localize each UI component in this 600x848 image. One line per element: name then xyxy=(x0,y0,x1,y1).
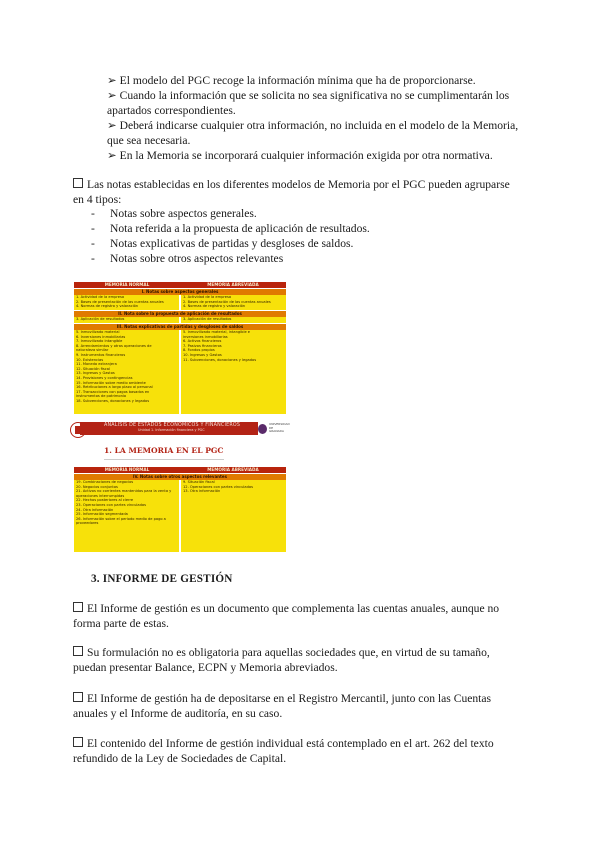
col-header-abreviada: MEMORIA ABREVIADA xyxy=(180,467,286,473)
bullet-other-info-cont: que sea necesaria. xyxy=(107,134,191,147)
table-cell: 21. Activos no corrientes mantenidos para la venta y xyxy=(76,489,172,494)
bullet-not-significant: ➢ Cuando la información que se solicita no sea significativa no se cumplimentarán los xyxy=(107,89,510,102)
notes-intro-text: Las notas establecidas en los diferentes modelos de Memoria por el PGC pueden agruparse xyxy=(87,178,510,191)
table-cell: 22. Hechos posteriores al cierre xyxy=(76,498,134,503)
table-cell: 26. Información sobre el periodo medio de pago a xyxy=(76,516,166,521)
banner-top-text: ANÁLISIS DE ESTADOS ECONÓMICOS Y FINANCIEROS xyxy=(104,423,241,428)
paragraph-text: Su formulación no es obligatoria para aquellas sociedades que, en virtud de su tamaño, xyxy=(87,646,490,659)
table-cell: 25. Información segmentada xyxy=(76,512,128,517)
sec3-left xyxy=(74,330,179,414)
table-cell: 4. Normas de registro y valoración xyxy=(76,304,139,309)
note-type-item: - Notas sobre aspectos generales. xyxy=(91,207,257,220)
memoria-table-2 xyxy=(74,467,286,552)
informe-paragraph-4-cont: refundido de la Ley de Sociedades de Capital. xyxy=(73,752,287,765)
section-heading-informe: 3. INFORME DE GESTIÓN xyxy=(91,573,233,585)
checkbox-icon xyxy=(73,692,83,702)
informe-paragraph-3 xyxy=(73,691,491,706)
table-cell: 4. Normas de registro y valoración xyxy=(183,304,246,309)
paragraph-text: El Informe de gestión es un documento que complementa las cuentas anuales, aunque no xyxy=(87,602,500,615)
table-cell: 11. Subvenciones, donaciones y legados xyxy=(183,357,257,362)
checkbox-icon xyxy=(73,602,83,612)
banner-title: 1. LA MEMORIA EN EL PGC xyxy=(104,446,224,455)
table-cell: 15. Información sobre medio ambiente xyxy=(76,380,146,385)
note-type-label: Notas explicativas de partidas y desgloses de saldos. xyxy=(110,237,354,250)
informe-paragraph-2-cont: puedan presentar Balance, ECPN y Memoria abreviados. xyxy=(73,661,338,674)
col-header-abreviada: MEMORIA ABREVIADA xyxy=(180,282,286,288)
bullet-other-info: ➢ Deberá indicarse cualquier otra información, no incluida en el modelo de la Memoria, xyxy=(107,119,519,132)
checkbox-icon xyxy=(73,737,83,747)
memoria-table-1 xyxy=(74,282,286,417)
banner-subtitle: Unidad 1. Información financiera y PGC xyxy=(138,428,205,432)
informe-paragraph-1-cont: forma parte de estas. xyxy=(73,617,169,630)
table-cell: proveedores xyxy=(76,521,99,526)
table-cell: 1. Actividad de la empresa xyxy=(76,295,125,299)
table-cell: 9. Instrumentos financieros xyxy=(76,352,126,357)
informe-paragraph-2 xyxy=(73,645,490,660)
slide-banner xyxy=(66,419,292,471)
table-cell: 3. Aplicación de resultados xyxy=(76,317,125,321)
sec3-right xyxy=(181,330,286,414)
table-cell: 13. Ingresos y Gastos xyxy=(76,371,115,376)
note-type-label: Notas sobre aspectos generales. xyxy=(110,207,257,220)
sec2-right xyxy=(181,317,286,323)
banner-divider xyxy=(104,459,224,460)
bullet-not-significant-cont: apartados correspondientes. xyxy=(107,104,236,117)
note-type-label: Notas sobre otros aspectos relevantes xyxy=(110,252,284,265)
university-logo-icon: UNIVERSIDAD DE GRANADA xyxy=(258,422,290,437)
note-type-item: - Nota referida a la propuesta de aplicación de resultados. xyxy=(91,222,370,235)
sec1-left xyxy=(74,295,179,310)
table-cell: 6. Inversiones inmobiliarias xyxy=(76,334,126,339)
note-type-label: Nota referida a la propuesta de aplicación de resultados. xyxy=(110,222,370,235)
table-cell: operaciones interrumpidas xyxy=(76,493,125,498)
table-cell: 5. Inmovilizado material xyxy=(76,330,120,334)
table-cell: 10. Ingresos y Gastos xyxy=(183,352,222,357)
band-partidas-saldos: III. Notas explicativas de partidas y desgloses de saldos xyxy=(74,324,286,330)
paragraph-text: El contenido del Informe de gestión individual está contemplado en el art. 262 del texto xyxy=(87,737,494,750)
checkbox-icon xyxy=(73,178,83,188)
informe-paragraph-4 xyxy=(73,736,494,751)
table-cell: 9. Situación fiscal xyxy=(183,480,215,484)
paragraph-text: El Informe de gestión ha de depositarse en el Registro Mercantil, junto con las Cuentas xyxy=(87,692,492,705)
table-cell: 6. Activos financieros xyxy=(183,339,222,344)
table-cell: 7. Pasivos financieros xyxy=(183,343,222,348)
informe-paragraph-3-cont: anuales y el Informe de auditoría, en su caso. xyxy=(73,707,283,720)
bullet-minimum-info: ➢ El modelo del PGC recoge la información mínima que ha de proporcionarse. xyxy=(107,74,476,87)
table-cell: 20. Negocios conjuntos xyxy=(76,484,118,489)
sec1-right xyxy=(181,295,286,310)
table-cell: 1. Actividad de la empresa xyxy=(183,295,232,299)
table-cell: 5. Inmovilizado material, intangible e xyxy=(183,330,251,334)
table-cell: 13. Otra información xyxy=(183,489,221,494)
table-cell: instrumentos de patrimonio xyxy=(76,394,127,399)
table-cell: 16. Retribuciones a largo plazo al personal xyxy=(76,385,153,390)
sec4-right xyxy=(181,480,286,552)
table-cell: inversiones inmobiliarias xyxy=(183,334,228,339)
note-type-item: - Notas explicativas de partidas y desgloses de saldos. xyxy=(91,237,354,250)
notes-intro-line2: en 4 tipos: xyxy=(73,193,122,206)
col-header-normal: MEMORIA NORMAL xyxy=(74,467,180,473)
table-cell: 18. Subvenciones, donaciones y legados xyxy=(76,398,150,403)
band-otros-aspectos: IV. Notas sobre otros aspectos relevantes xyxy=(74,474,286,480)
informe-paragraph-1 xyxy=(73,601,499,616)
sec4-left xyxy=(74,480,179,552)
table-cell: 8. Arrendamientos y otras operaciones de xyxy=(76,343,152,348)
band-aspectos-generales: I. Notas sobre aspectos generales xyxy=(74,289,286,295)
note-type-item: - Notas sobre otros aspectos relevantes xyxy=(91,252,284,265)
notes-intro-line1 xyxy=(73,177,510,192)
table-cell: 12. Operaciones con partes vinculadas xyxy=(183,484,253,489)
table-cell: 23. Operaciones con partes vinculadas xyxy=(76,502,146,507)
table-cell: 2. Bases de presentación de las cuentas anuales xyxy=(183,299,271,304)
col-header-normal: MEMORIA NORMAL xyxy=(74,282,180,288)
table-cell: 8. Fondos propios xyxy=(183,348,215,353)
sec2-left xyxy=(74,317,179,323)
table-cell: 2. Bases de presentación de las cuentas anuales xyxy=(76,299,164,304)
table-cell: 17. Transacciones con pagos basados en xyxy=(76,389,150,394)
band-aplicacion-resultados: II. Nota sobre la propuesta de aplicación de resultados xyxy=(74,311,286,317)
table-cell: 7. Inmovilizado intangible xyxy=(76,339,123,344)
table-cell: 12. Situación fiscal xyxy=(76,366,110,371)
checkbox-icon xyxy=(73,646,83,656)
table-cell: 3. Aplicación de resultados xyxy=(183,317,232,321)
table-cell: naturaleza similar xyxy=(76,348,109,353)
table-cell: 11. Moneda extranjera xyxy=(76,362,117,367)
table-cell: 24. Otra información xyxy=(76,507,114,512)
bullet-other-regulation: ➢ En la Memoria se incorporará cualquier información exigida por otra normativa. xyxy=(107,149,493,162)
table-cell: 14. Provisiones y contingencias xyxy=(76,375,133,380)
table-cell: 19. Combinaciones de negocios xyxy=(76,480,134,484)
table-cell: 10. Existencias xyxy=(76,357,104,362)
